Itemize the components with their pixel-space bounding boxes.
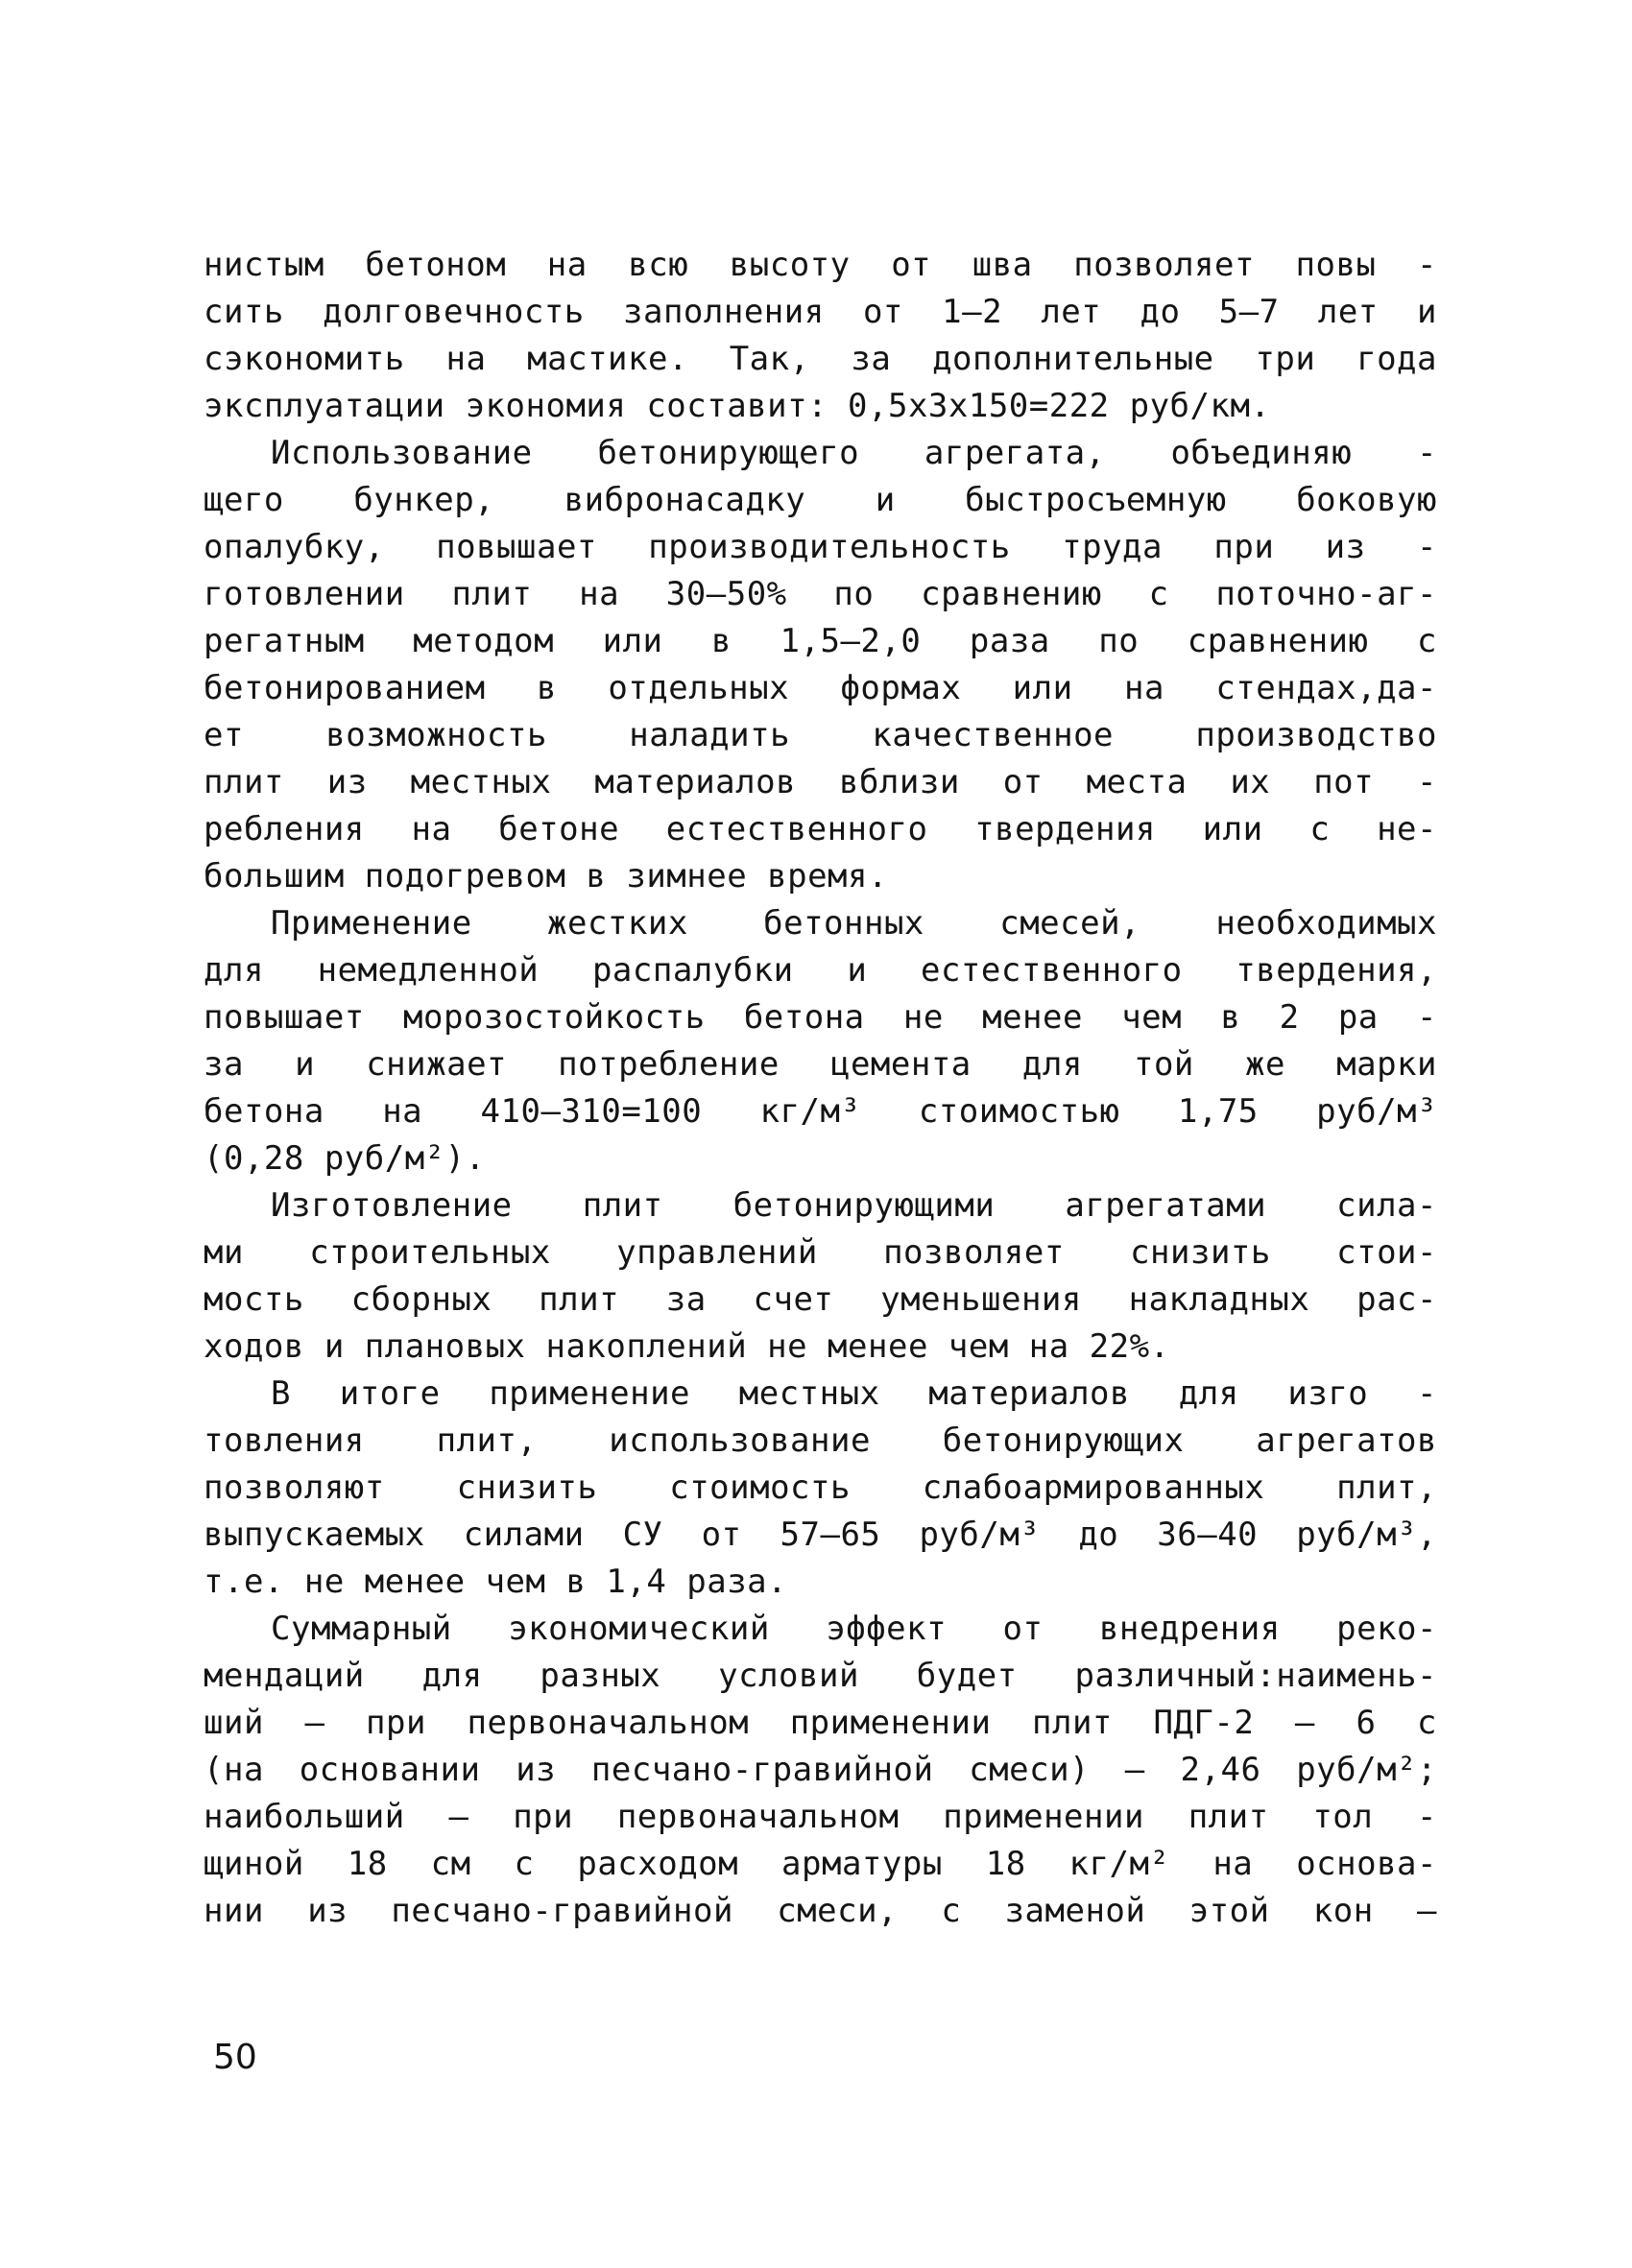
text-line: выпускаемых силами СУ от 57–65 руб/м³ до 36–40 руб/м³,: [204, 1516, 1437, 1554]
text-line: нии из песчано-гравийной смеси, с заменой этой кон –: [204, 1892, 1437, 1930]
text-line: ми строительных управлений позволяет снизить стои-: [204, 1233, 1437, 1272]
text-line: Применение жестких бетонных смесей, необходимых: [271, 904, 1437, 943]
text-line: позволяют снизить стоимость слабоармированных плит,: [204, 1468, 1437, 1507]
text-body: [204, 242, 1437, 1935]
text-line: т.е. не менее чем в 1,4 раза.: [204, 1563, 788, 1601]
text-line: нистым бетоном на всю высоту от шва позволяет повы -: [204, 246, 1437, 284]
text-line: сэкономить на мастике. Так, за дополнительные три года: [204, 340, 1437, 378]
text-line: готовлении плит на 30–50% по сравнению с поточно-аг-: [204, 575, 1437, 613]
text-line: сить долговечность заполнения от 1–2 лет до 5–7 лет и: [204, 293, 1437, 331]
page-number: 50: [213, 2038, 257, 2077]
text-line: большим подогревом в зимнее время.: [204, 857, 888, 895]
text-line: опалубку, повышает производительность труда при из -: [204, 528, 1437, 566]
text-line: товления плит, использование бетонирующих агрегатов: [204, 1421, 1437, 1460]
text-line: ходов и плановых накоплений не менее чем на 22%.: [204, 1327, 1170, 1366]
text-line: плит из местных материалов вблизи от места их пот -: [204, 763, 1437, 801]
text-line: повышает морозостойкость бетона не менее чем в 2 ра -: [204, 998, 1437, 1037]
text-line: Использование бетонирующего агрегата, объединяю -: [271, 434, 1437, 472]
text-line: ет возможность наладить качественное производство: [204, 716, 1437, 754]
text-line: Изготовление плит бетонирующими агрегатами сила-: [271, 1186, 1437, 1225]
text-line: за и снижает потребление цемента для той же марки: [204, 1045, 1437, 1084]
text-line: Суммарный экономический эффект от внедрения реко-: [271, 1610, 1437, 1648]
text-line: (0,28 руб/м²).: [204, 1139, 486, 1178]
text-line: бетонированием в отдельных формах или на стендах,да-: [204, 669, 1437, 707]
text-line: мость сборных плит за счет уменьшения накладных рас-: [204, 1280, 1437, 1319]
text-line: В итоге применение местных материалов для изго -: [271, 1374, 1437, 1413]
text-line: ший – при первоначальном применении плит ПДГ-2 – 6 с: [204, 1704, 1437, 1742]
text-line: наибольший – при первоначальном применении плит тол -: [204, 1798, 1437, 1836]
text-line: (на основании из песчано-гравийной смеси) – 2,46 руб/м²;: [204, 1751, 1437, 1789]
text-line: бетона на 410–310=100 кг/м³ стоимостью 1,75 руб/м³: [204, 1092, 1437, 1131]
text-line: эксплуатации экономия составит: 0,5х3х150=222 руб/км.: [204, 387, 1271, 425]
text-line: для немедленной распалубки и естественного твердения,: [204, 951, 1437, 990]
text-line: ребления на бетоне естественного твердения или с не-: [204, 810, 1437, 848]
text-line: щиной 18 см с расходом арматуры 18 кг/м² на основа-: [204, 1845, 1437, 1883]
text-line: щего бункер, вибронасадку и быстросъемную боковую: [204, 481, 1437, 519]
text-line: мендаций для разных условий будет различный:наимень-: [204, 1657, 1437, 1695]
text-line: регатным методом или в 1,5–2,0 раза по сравнению с: [204, 622, 1437, 660]
